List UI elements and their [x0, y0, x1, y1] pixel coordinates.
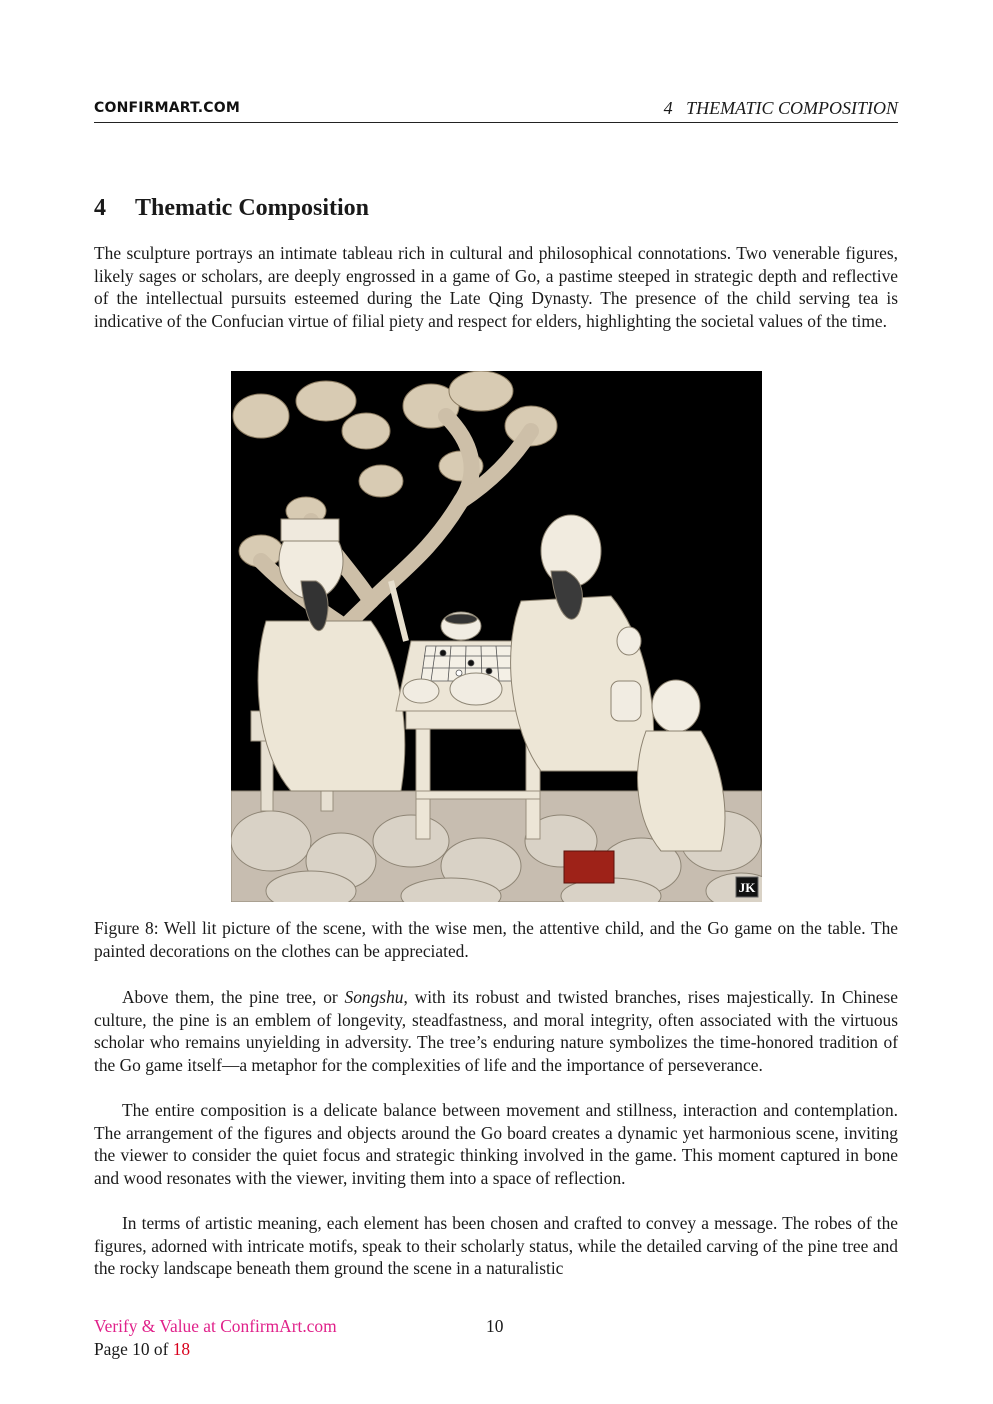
paragraph-composition: The entire composition is a delicate balance between movement and stillness, interaction and contemplation. The arrangement of the figures and objects around the Go board creates a dynamic yet harmonious scene, inviting the viewer to consider the quiet focus and strategic thinking involved in the game. This moment captured in bone and wood resonates with the viewer, inviting them into a space of reflection. — [94, 1100, 898, 1188]
page-count-label: Page 10 of — [94, 1339, 173, 1359]
paragraph-pine — [94, 986, 898, 1076]
section-title — [94, 195, 369, 222]
red-seal-block — [564, 851, 614, 883]
page-number: 10 — [486, 1316, 504, 1336]
section-number: 4 — [94, 195, 106, 221]
jk-watermark — [736, 877, 758, 897]
songshu-term: Songshu — [344, 987, 404, 1007]
watermark-text: JK — [738, 880, 756, 895]
running-head: 4 THEMATIC COMPOSITION — [663, 98, 898, 118]
intro-paragraph: The sculpture portrays an intimate tableau rich in cultural and philosophical connotations. Two venerable figures, likely sages or scholars, are deeply engrossed in a game of Go, a pastime steeped in strategic depth and reflective of the intellectual pursuits esteemed during the Late Qing Dynasty. The presence of the child serving tea is indicative of the Confucian virtue of filial piety and respect for elders, highlighting the societal values of the time. — [94, 243, 898, 331]
verify-value-link[interactable]: Verify & Value at ConfirmArt.com — [94, 1316, 337, 1336]
pine-text-start: Above them, the pine tree, or — [122, 987, 345, 1007]
figure-caption: Figure 8: Well lit picture of the scene, with the wise men, the attentive child, and the Go game on the table. The painted decorations on the clothes can be appreciated. — [94, 918, 898, 961]
figure-8-photo — [231, 371, 762, 902]
page-count — [94, 1339, 190, 1360]
total-pages-link[interactable]: 18 — [172, 1339, 191, 1359]
section-title-text: Thematic Composition — [135, 195, 369, 221]
pine-text-end: , with its robust and twisted branches, rises majestically. In Chinese culture, the pine is an emblem of longevity, steadfastness, and moral integrity, often associated with the virtuous scholar who remains unyielding in adversity. The tree’s enduring nature symbolizes the time-honored tradition of the Go game itself—a metaphor for the complexities of life and the importance of perseverance. — [94, 987, 899, 1075]
page-header — [94, 98, 898, 123]
sculpture-illustration — [231, 371, 762, 902]
confirmart-logo[interactable]: CONFIRMART.COM — [94, 100, 241, 116]
paragraph-artistic: In terms of artistic meaning, each element has been chosen and crafted to convey a message. The robes of the figures, adorned with intricate motifs, speak to their scholarly status, while the detailed carving of the pine tree and the rocky landscape beneath them ground the scene in a naturalistic — [94, 1213, 898, 1279]
